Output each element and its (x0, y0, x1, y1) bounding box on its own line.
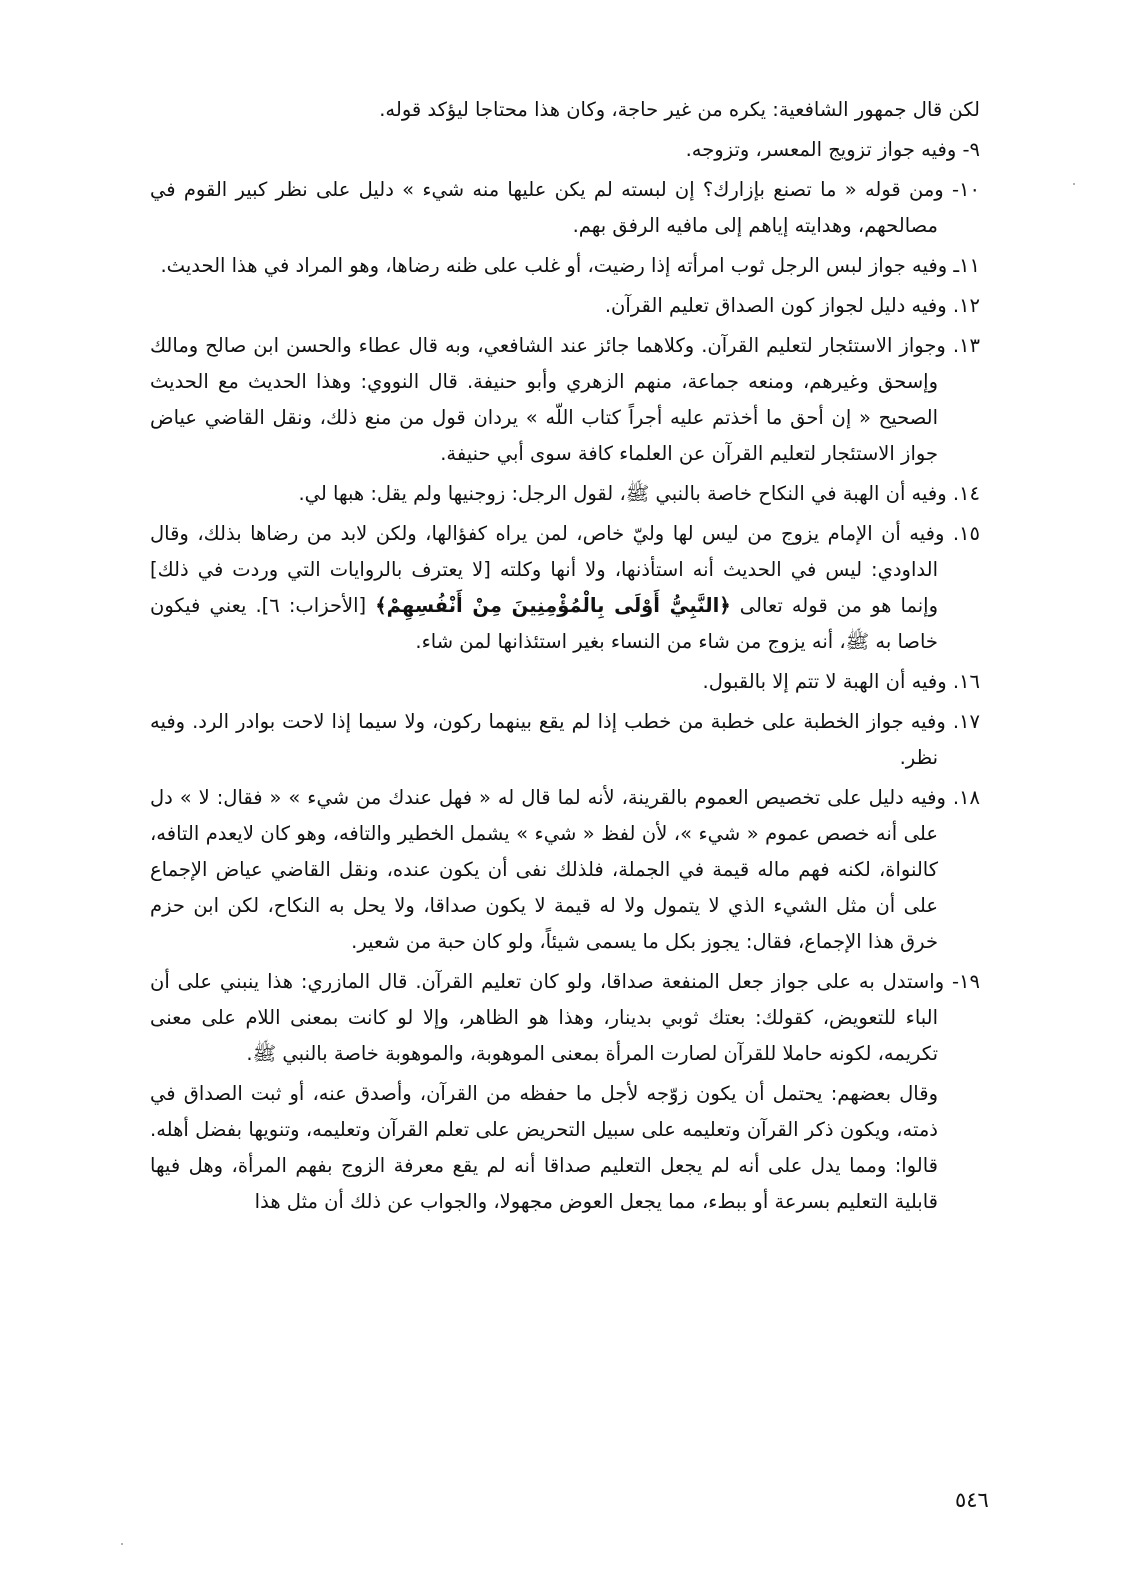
paragraph-text: وفيه جواز تزويج المعسر، وتزوجه. (685, 138, 957, 161)
item-number: ١٤. (946, 482, 980, 505)
page-number: ٥٤٦ (955, 1488, 989, 1512)
paragraph-text: وفيه أن الهبة لا تتم إلا بالقبول. (702, 670, 947, 693)
paragraph-item-12 (150, 288, 980, 324)
item-number: ١١ـ (947, 254, 980, 277)
paragraph-text: ومن قوله « ما تصنع بإزارك؟ إن لبسته لم يكن عليها منه شيء » دليل على نظر كبير القوم في مصالحهم، وهدايته إياهم إلى مافيه الرفق بهم. (150, 178, 944, 237)
paragraph-text: وفيه جواز الخطبة على خطبة من خطب إذا لم يقع بينهما ركون، ولا سيما إذا لاحت بوادر الرد. وفيه نظر. (150, 710, 946, 769)
paragraph-item-11 (150, 248, 980, 284)
paragraph-item-14 (150, 476, 980, 512)
item-number: ١٠- (943, 178, 980, 201)
item-number: ١٧. (945, 710, 980, 733)
paragraph-item-19 (150, 964, 980, 1072)
paragraph-text: وجواز الاستئجار لتعليم القرآن. وكلاهما جائز عند الشافعي، وبه قال عطاء والحسن ابن صالح ومالك وإسحق وغيرهم، ومنعه جماعة، منهم الزهري وأبو حنيفة. قال النووي: وهذا الحديث مع الحديث الصحيح « إن أحق ما أخذتم عليه أجراً كتاب اللّه » يردان قول من منع ذلك، ونقل القاضي عياض جواز الاستئجار لتعليم القرآن عن العلماء كافة سوى أبي حنيفة. (150, 334, 946, 465)
quran-verse: ﴿النَّبِيُّ أَوْلَى بِالْمُؤْمِنِينَ مِنْ أَنْفُسِهِمْ﴾ (375, 594, 731, 617)
paragraph-text: وفيه أن الهبة في النكاح خاصة بالنبي ﷺ، لقول الرجل: زوجنيها ولم يقل: هبها لي. (298, 482, 947, 505)
item-number: ١٩- (944, 970, 980, 993)
paragraph-text: وفيه أن الإمام يزوج من ليس لها وليّ خاص، لمن يراه كفؤالها، ولكن لابد من رضاها بذلك، وقال الداودي: ليس في الحديث أنه استأذنها، ولا أنها وكلته [لا يعترف بالروايات التي وردت في ذلك] وإنما هو من قوله تعالى (150, 522, 945, 617)
paragraph-item-15 (150, 516, 980, 660)
paragraph-intro (150, 92, 980, 128)
paragraph-text: وفيه دليل لجواز كون الصداق تعليم القرآن. (604, 294, 947, 317)
paragraph-text-after: [الأحزاب: ٦]. يعني فيكون خاصا به ﷺ، أنه يزوج من شاء من النساء بغير استئذانها لمن شاء. (150, 594, 938, 653)
scan-speck (1073, 183, 1075, 185)
paragraph-text: وقال بعضهم: يحتمل أن يكون زوّجه لأجل ما حفظه من القرآن، وأصدق عنه، أو ثبت الصداق في ذمته، ويكون ذكر القرآن وتعليمه على سبيل التحريض على تعلم القرآن وتعليمه، وتنويها بفضل أهله. قالوا: ومما يدل على أنه لم يجعل التعليم صداقا أنه لم يقع معرفة الزوج بفهم المرأة، وهل فيها قابلية التعليم بسرعة أو ببطء، مما يجعل العوض مجهولا، والجواب عن ذلك أن مثل هذا (150, 1082, 938, 1213)
paragraph-item-10 (150, 172, 980, 244)
item-number: ١٨. (945, 786, 980, 809)
paragraph-text: وفيه جواز لبس الرجل ثوب امرأته إذا رضيت، أو غلب على ظنه رضاها، وهو المراد في هذا الحديث. (160, 254, 948, 277)
item-number: ١٦. (946, 670, 980, 693)
paragraph-item-17 (150, 704, 980, 776)
paragraph-item-16 (150, 664, 980, 700)
paragraph-item-13 (150, 328, 980, 472)
paragraph-text: وفيه دليل على تخصيص العموم بالقرينة، لأنه لما قال له « فهل عندك من شيء » « فقال: لا » دل على أنه خصص عموم « شيء »، لأن لفظ « شيء » يشمل الخطير والتافه، وهو كان لايعدم التافه، كالنواة، لكنه فهم ماله قيمة في الجملة، فلذلك نفى أن يكون عنده، ونقل القاضي عياض الإجماع على أن مثل الشيء الذي لا يتمول ولا له قيمة لا يكون صداقا، ولا يحل به النكاح، لكن ابن حزم خرق هذا الإجماع، فقال: يجوز بكل ما يسمى شيئاً، ولو كان حبة من شعير. (150, 786, 946, 953)
item-number: ١٥. (944, 522, 980, 545)
paragraph-text: لكن قال جمهور الشافعية: يكره من غير حاجة، وكان هذا محتاجا ليؤكد قوله. (379, 98, 980, 121)
item-number: ٩- (956, 138, 980, 161)
scan-speck (121, 1543, 123, 1545)
paragraph-continuation (150, 1076, 980, 1220)
paragraph-item-18 (150, 780, 980, 960)
item-number: ١٣. (945, 334, 980, 357)
paragraph-text: واستدل به على جواز جعل المنفعة صداقا، ولو كان تعليم القرآن. قال المازري: هذا ينبني على أن الباء للتعويض، كقولك: بعتك ثوبي بدينار، وهذا هو الظاهر، وإلا لو كانت بمعنى اللام على معنى تكريمه، لكونه حاملا للقرآن لصارت المرأة بمعنى الموهوبة، والموهوبة خاصة بالنبي ﷺ. (150, 970, 945, 1065)
item-number: ١٢. (946, 294, 980, 317)
paragraph-item-9 (150, 132, 980, 168)
